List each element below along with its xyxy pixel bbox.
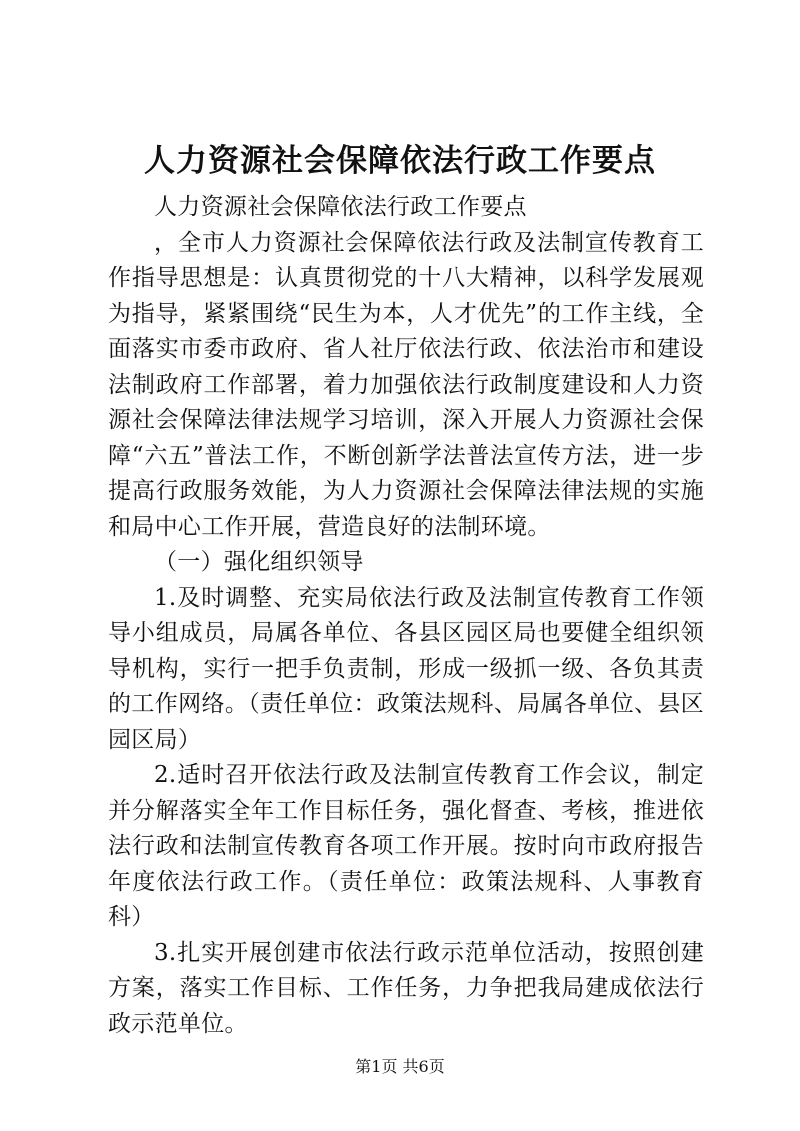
document-title: 人力资源社会保障依法行政工作要点: [144, 143, 656, 179]
paragraph-item-2: 2.适时召开依法行政及法制宣传教育工作会议，制定并分解落实全年工作目标任务，强化督查、考核，推进依法行政和法制宣传教育各项工作开展。按时向市政府报告年度依法行政工作。（责任单位：政策法规科、人事教育科）: [108, 762, 704, 930]
section-heading-organization: （一）强化组织领导: [154, 549, 364, 575]
paragraph-item-1: 1.及时调整、充实局依法行政及法制宣传教育工作领导小组成员，局属各单位、各县区园区局也要健全组织领导机构，实行一把手负责制，形成一级抓一级、各负其责的工作网络。（责任单位：政策法规科、局属各单位、县区园区局）: [108, 584, 704, 753]
paragraph-subtitle: 人力资源社会保障依法行政工作要点: [154, 194, 527, 220]
paragraph-item-3: 3.扎实开展创建市依法行政示范单位活动，按照创建方案，落实工作目标、工作任务，力争把我局建成依法行政示范单位。: [108, 939, 704, 1037]
page-number-footer: 第1页 共6页: [355, 1057, 445, 1076]
paragraph-guiding-ideology: ，全市人力资源社会保障依法行政及法制宣传教育工作指导思想是：认真贯彻党的十八大精神，以科学发展观为指导，紧紧围绕“民生为本，人才优先”的工作主线，全面落实市委市政府、省人社厅依法行政、依法治市和建设法制政府工作部署，着力加强依法行政制度建设和人力资源社会保障法律法规学习培训，深入开展人力资源社会保障“六五”普法工作，不断创新学法普法宣传方法，进一步提高行政服务效能，为人力资源社会保障法律法规的实施和局中心工作开展，营造良好的法制环境。: [108, 229, 704, 540]
document-body: [108, 190, 704, 1042]
